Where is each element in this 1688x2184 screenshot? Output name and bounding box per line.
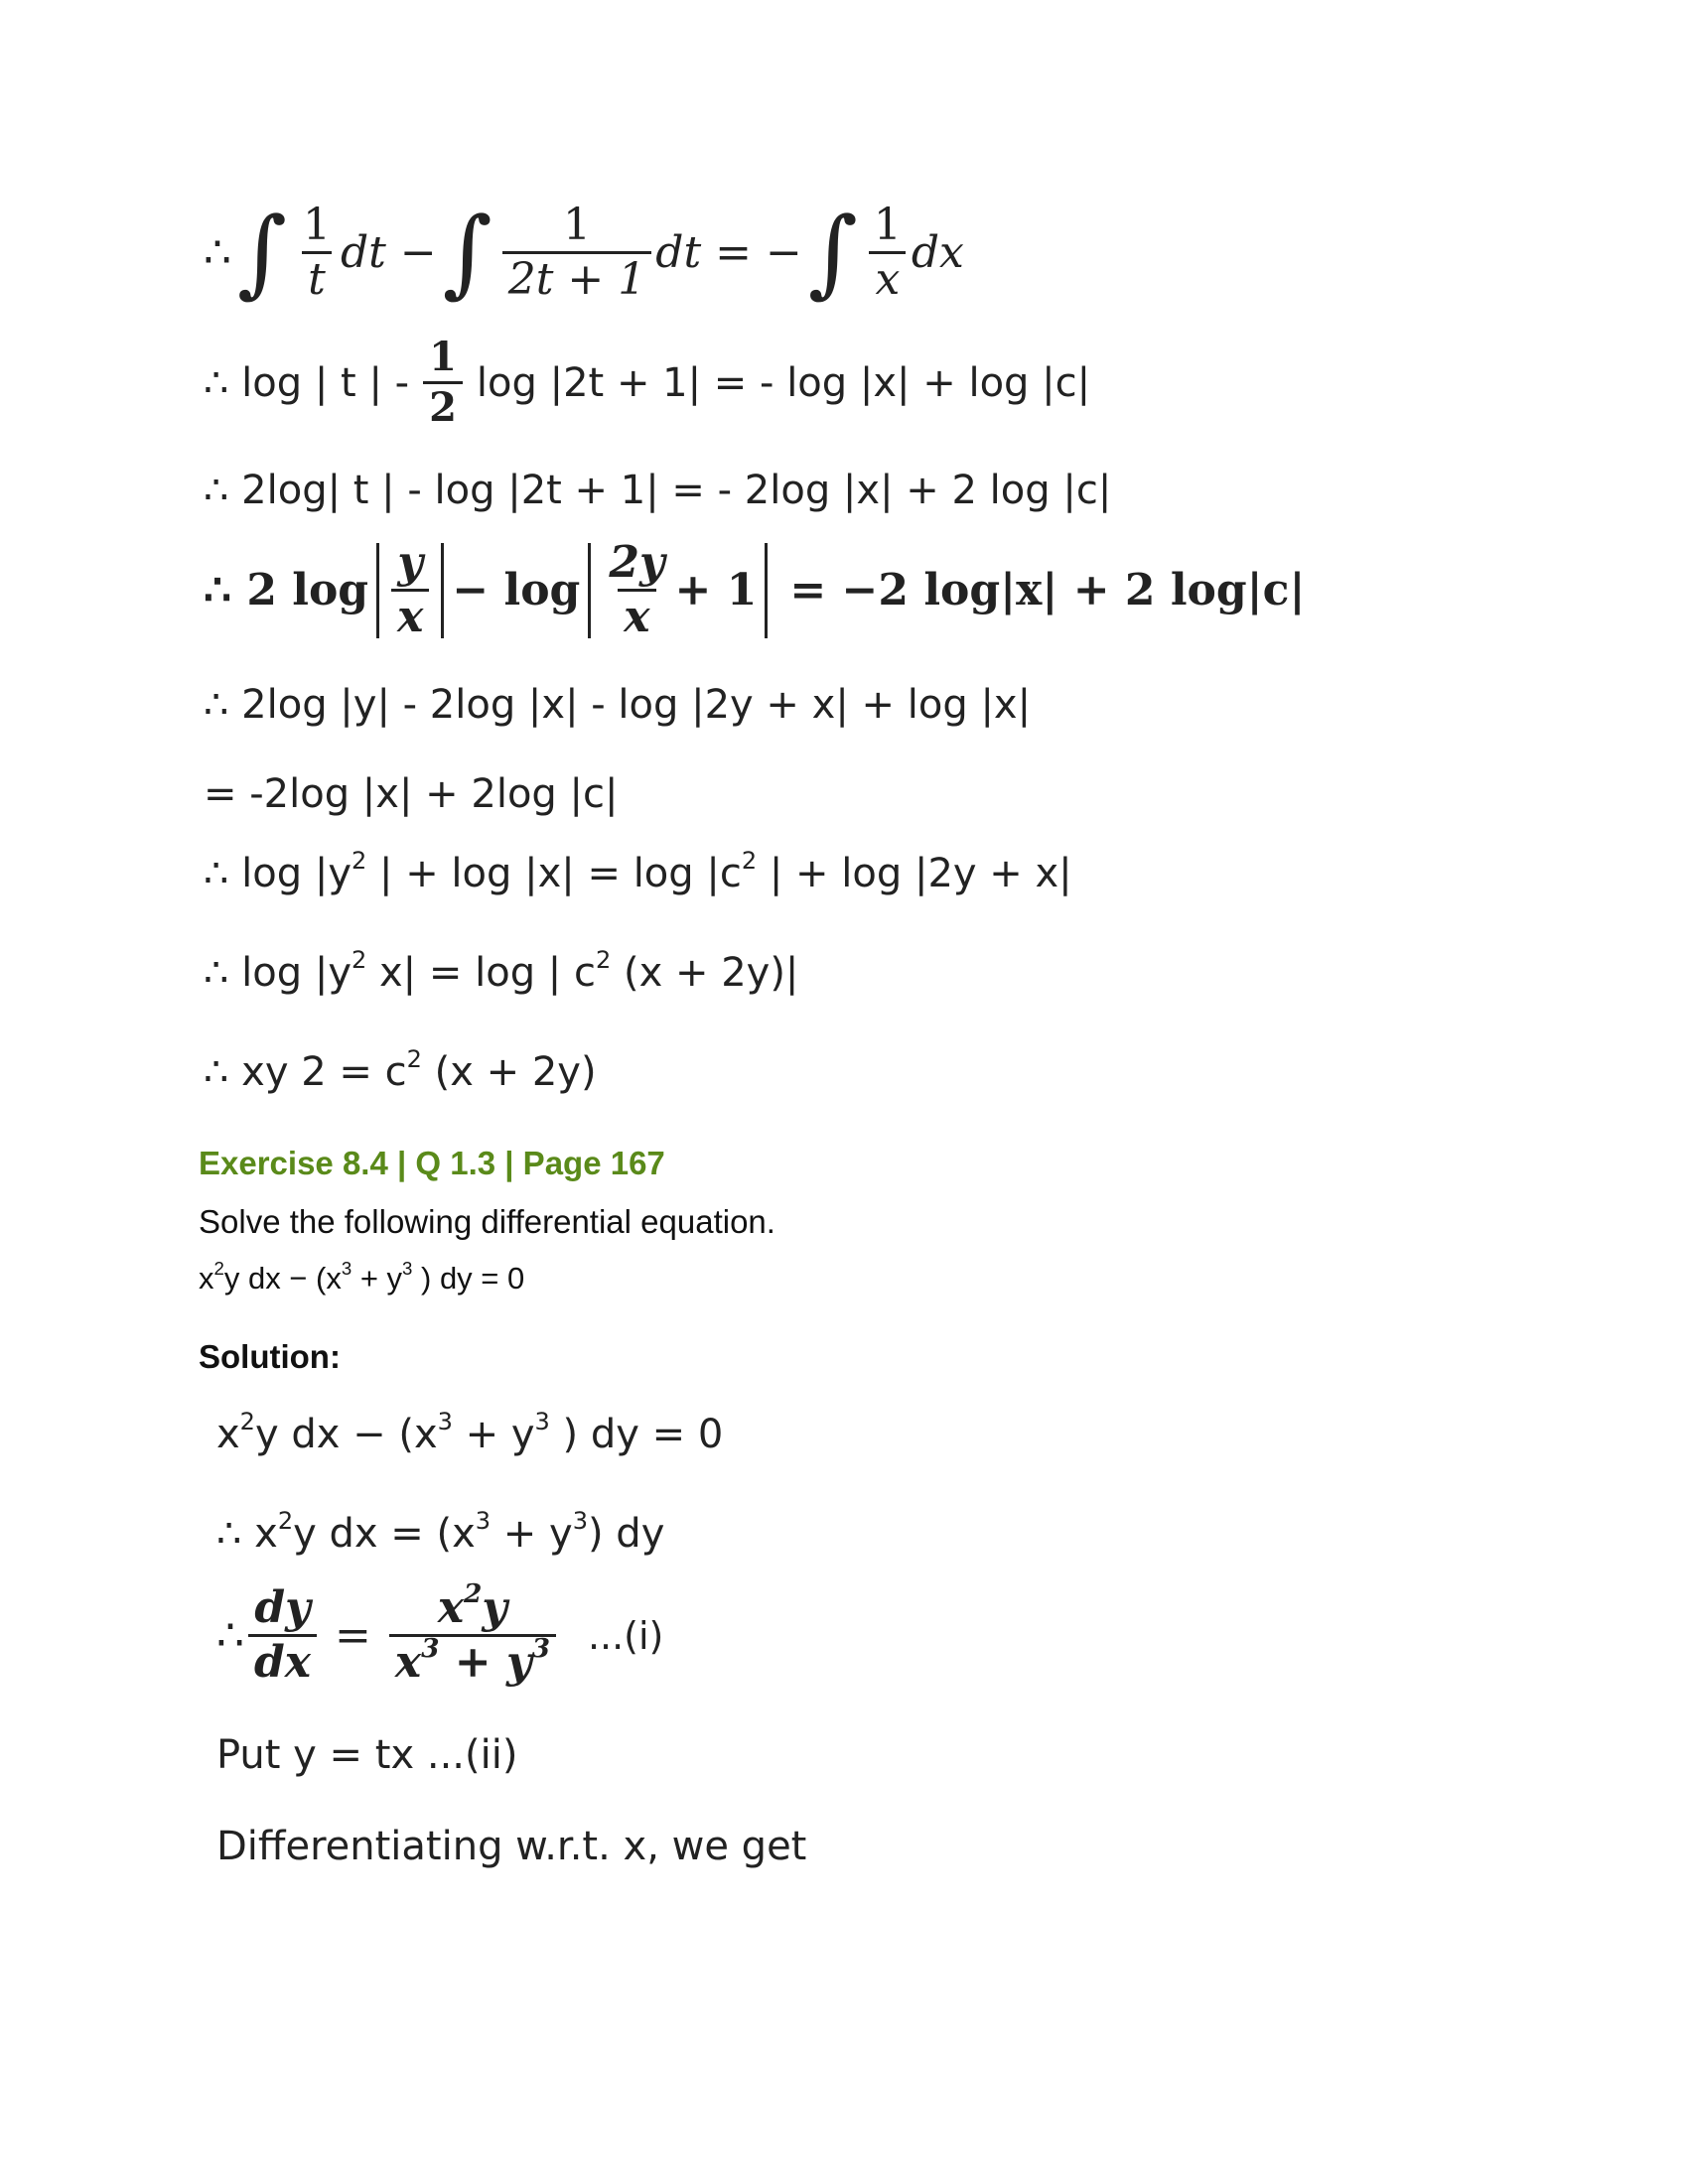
fraction-1-over-t [297,200,337,305]
equals-sign: = [335,1609,371,1661]
equation-2log: ∴ 2log| t | - log |2t + 1| = - 2log |x| + 2 log |c| [204,468,1112,513]
integral-sign: ∫ [237,197,288,309]
superscript: 2 [277,1507,294,1535]
integral-sign: ∫ [807,197,858,309]
equation-final [204,1045,597,1095]
superscript: 3 [475,1507,492,1535]
text-part: ) dy = 0 [549,1412,724,1457]
text-part: y dx − (x [223,1261,342,1296]
superscript: 3 [534,1408,550,1435]
superscript: 2 [464,1578,483,1610]
text-part: + y [452,1412,535,1457]
denominator: x [869,251,906,302]
superscript: 3 [437,1408,453,1435]
numerator: 2y [609,537,665,588]
solution-step-1 [216,1408,724,1457]
equation-log-product [204,946,799,996]
denominator: 2 [423,381,463,428]
denominator: x [391,589,429,639]
denominator: dx [248,1634,317,1685]
numerator: 1 [563,200,592,250]
superscript: 3 [572,1507,588,1535]
denominator: t [302,251,332,302]
therefore-symbol: ∴ [216,1609,244,1661]
superscript: 3 [421,1633,440,1665]
text-part: ∴ log |y [204,950,352,996]
text-part: ∴ log |y [204,851,352,896]
equation-rhs: = −2 log|x| + 2 log|c| [789,564,1306,615]
text-part: ∴ x [216,1511,278,1557]
denominator [389,1633,556,1688]
differential-dt: dt [341,226,386,278]
fraction-1-over-2t-plus-1 [502,200,652,305]
superscript: 2 [352,946,367,974]
equation-expanded: ∴ 2log |y| - 2log |x| - log |2y + x| + log |x| [204,682,1032,728]
numerator: 1 [429,334,457,380]
text-part: (x + 2y) [421,1049,597,1095]
exercise-heading: Exercise 8.4 | Q 1.3 | Page 167 [199,1145,665,1181]
numerator: y [397,537,423,588]
text-part: x [199,1261,214,1296]
solution-step-5: Differentiating w.r.t. x, we get [216,1824,807,1869]
equation-tag: ...(i) [587,1613,664,1658]
text-part: y dx − (x [254,1412,438,1457]
fraction-one-half [423,334,463,431]
numerator [432,1578,513,1634]
fraction-rhs [389,1578,556,1688]
denominator: x [618,589,655,639]
denominator: 2t + 1 [502,251,652,302]
text-part: + y [439,1637,532,1688]
text-part: | + log |2y + x| [757,851,1072,896]
superscript: 3 [341,1258,352,1280]
text-part: x [437,1582,465,1633]
question-equation [199,1258,525,1297]
minus-sign: − [399,226,437,278]
text-part: x [394,1637,422,1688]
numerator: dy [254,1582,311,1633]
equation-prefix: ∴ 2 log [204,564,369,615]
text-part: + y [352,1261,403,1296]
fraction-dy-dx [248,1582,317,1688]
text-part: ) dy [587,1511,665,1557]
text-part: + y [491,1511,573,1557]
abs-bar [588,543,591,638]
abs-bar [441,543,444,638]
superscript: 2 [406,1045,422,1073]
equation-log-sum [204,847,1072,896]
superscript: 2 [741,847,758,875]
differential-dx: dx [911,226,964,278]
solution-step-4: Put y = tx ...(ii) [216,1732,518,1778]
fraction-1-over-x [868,200,908,305]
solution-step-2 [216,1507,665,1557]
text-part: y [482,1582,507,1633]
equation-rhs-line: = -2log |x| + 2log |c| [204,771,619,817]
superscript: 2 [595,946,612,974]
text-part: (x + 2y)| [611,950,799,996]
superscript: 3 [531,1633,550,1665]
abs-bar [765,543,768,638]
equation-prefix: ∴ log | t | - [204,359,410,406]
superscript: 3 [402,1258,413,1280]
fraction-y-over-x [391,537,429,642]
superscript: 2 [239,1408,255,1435]
abs-bar [376,543,379,638]
differential-dt: dt [655,226,702,278]
text-part: | + log |x| = log |c [366,851,742,896]
superscript: 2 [213,1258,224,1280]
question-instruction: Solve the following differential equation. [199,1203,775,1240]
text-part: ∴ xy 2 = c [204,1049,407,1095]
plus-one: + 1 [674,564,758,615]
solution-step-3-derivative [216,1578,664,1688]
equation-integrals [204,197,964,309]
text-part: ) dy = 0 [412,1261,525,1296]
numerator: 1 [303,200,332,250]
equation-substituted [204,537,1306,642]
superscript: 2 [352,847,367,875]
numerator: 1 [873,200,902,250]
therefore-symbol: ∴ [204,226,231,278]
text-part: x [216,1412,240,1457]
equals-minus: = − [715,226,802,278]
solution-label: Solution: [199,1338,341,1375]
text-part: x| = log | c [366,950,596,996]
integral-sign: ∫ [442,197,492,309]
equation-suffix: log |2t + 1| = - log |x| + log |c| [476,359,1091,406]
minus-log: − log [452,564,581,615]
fraction-2y-over-x [603,537,670,642]
text-part: y dx = (x [293,1511,476,1557]
equation-log-half [204,334,1091,431]
